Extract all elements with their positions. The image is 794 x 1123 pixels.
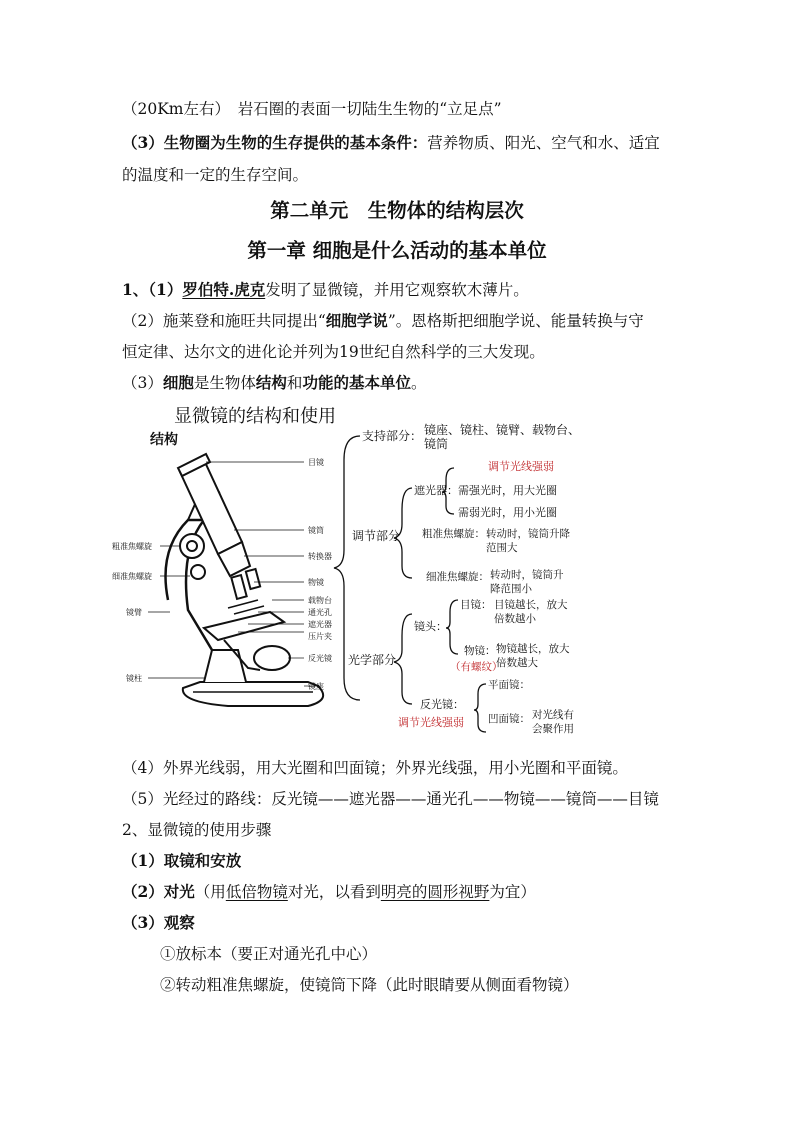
support-items-1: 镜座、镜柱、镜臂、载物台、 [424, 423, 581, 437]
p4-b: 细胞 [162, 373, 194, 392]
label-arm: 镜臂 [126, 608, 142, 617]
concave-mirror-label: 凹面镜： [488, 713, 530, 725]
step-3-1: ①放标本（要正对通光孔中心） [160, 945, 378, 963]
step-2-b: 低倍物镜 [225, 883, 288, 901]
step-2-d: 明亮的圆形视野 [380, 883, 490, 901]
objective-note: （有螺纹） [450, 661, 503, 673]
support-label: 支持部分： [362, 429, 423, 443]
eyepiece-d1: 目镜越长，放大 [494, 599, 568, 611]
para-3: 恒定律、达尔文的进化论并列为19世纪自然科学的三大发现。 [122, 343, 545, 361]
eyepiece-d2: 倍数越小 [494, 613, 536, 625]
p2-rest: ”。恩格斯把细胞学说、能量转换与守 [387, 312, 644, 330]
adjust-label: 调节部分 [352, 529, 401, 543]
text-line-2 [122, 132, 660, 154]
mirror-label: 反光镜： [420, 698, 464, 711]
label-tube: 镜筒 [308, 526, 324, 535]
para-2 [122, 310, 644, 332]
label-objective: 物镜 [308, 578, 324, 587]
lens-label: 镜头： [414, 620, 447, 633]
support-items-2: 镜筒 [424, 437, 449, 451]
coarse-d1: 转动时，镜筒升降 [486, 528, 570, 540]
label-mirror: 反光镜 [308, 654, 332, 663]
tree-braces [334, 436, 486, 732]
fine-label: 细准焦螺旋： [426, 571, 489, 583]
shutter-note: 调节光线强弱 [488, 460, 554, 473]
p4-c: 是生物体 [193, 374, 256, 392]
text-line-1: （20Km左右） 岩石圈的表面一切陆生生物的“立足点” [122, 100, 502, 118]
tree-text [348, 422, 580, 735]
microscope-drawing [166, 454, 324, 706]
label-diaphragm: 遮光器 [308, 620, 332, 629]
diagram-subtitle: 结构 [150, 432, 178, 448]
p4-a: （3） [122, 374, 163, 392]
p4-d: 结构 [255, 373, 287, 392]
concave-d2: 会聚作用 [532, 723, 574, 735]
p4-e: 和 [286, 374, 303, 392]
objective-d1: 物镜越长，放大 [496, 643, 570, 655]
step-3: （3）观察 [122, 913, 195, 932]
para-1 [122, 279, 529, 301]
para-7: 2、显微镜的使用步骤 [122, 821, 272, 839]
label-nosepiece: 转换器 [308, 552, 332, 561]
para-4 [122, 372, 426, 394]
optical-label: 光学部分 [348, 653, 397, 667]
label-eyepiece: 目镜 [308, 458, 324, 467]
step-1: （1）取镜和安放 [122, 851, 242, 870]
chapter-title: 第一章 细胞是什么活动的基本单位 [247, 239, 547, 262]
step-2-a: （用 [194, 883, 226, 901]
diagram-title: 显微镜的结构和使用 [174, 406, 336, 427]
p2-start: （2）施莱登和施旺共同提出“ [122, 312, 326, 330]
unit-title: 第二单元 生物体的结构层次 [270, 199, 524, 222]
mirror-note: 调节光线强弱 [398, 716, 464, 729]
eyepiece-label: 目镜： [460, 599, 492, 611]
flat-mirror-label: 平面镜： [488, 679, 530, 691]
label-base: 镜座 [308, 682, 324, 691]
step-2-c: 对光，以看到 [287, 883, 381, 901]
p4-g: 的基本单位 [333, 373, 411, 392]
label-coarse: 粗准焦螺旋 [112, 542, 152, 551]
label-aperture: 通光孔 [308, 608, 332, 617]
fine-d2: 降范围小 [490, 583, 532, 595]
step-2-e: 为宜） [489, 883, 536, 901]
p4-f: 功能 [302, 373, 334, 392]
microscope-diagram [108, 400, 688, 745]
objective-d2: 倍数越大 [496, 657, 538, 669]
shutter-weak: 需弱光时，用小光圈 [458, 506, 557, 519]
bold-phrase: （3）生物圈为生物的生存提供的基本条件： [122, 133, 428, 152]
plain-phrase: 营养物质、阳光、空气和水、适宜 [427, 134, 660, 152]
step-2-title: （2）对光 [122, 882, 195, 901]
shutter-strong: 需强光时，用大光圈 [458, 484, 557, 497]
p1-name: 罗伯特.虎克 [182, 280, 266, 299]
coarse-label: 粗准焦螺旋： [422, 528, 485, 540]
p1-rest: 发明了显微镜，并用它观察软木薄片。 [265, 281, 529, 299]
para-5: （4）外界光线弱，用大光圈和凹面镜；外界光线强，用小光圈和平面镜。 [122, 759, 628, 777]
label-stage: 载物台 [308, 596, 332, 605]
label-pillar: 镜柱 [126, 674, 142, 683]
label-fine: 细准焦螺旋 [112, 572, 152, 581]
shutter-label: 遮光器： [414, 484, 458, 497]
p2-bold: 细胞学说 [325, 311, 388, 330]
text-line-3: 的温度和一定的生存空间。 [122, 166, 309, 184]
para-6: （5）光经过的路线：反光镜——遮光器——通光孔——物镜——镜筒——目镜 [122, 790, 659, 808]
objective-label: 物镜： [464, 645, 496, 657]
step-3-2: ②转动粗准焦螺旋，使镜筒下降（此时眼睛要从侧面看物镜） [160, 976, 579, 994]
p1-prefix: 1、（1） [122, 280, 183, 299]
label-clip: 压片夹 [308, 632, 332, 641]
p4-h: 。 [410, 374, 427, 392]
concave-d1: 对光线有 [532, 709, 574, 721]
fine-d1: 转动时，镜筒升 [490, 569, 564, 581]
step-2 [122, 881, 536, 903]
coarse-d2: 范围大 [486, 542, 518, 554]
